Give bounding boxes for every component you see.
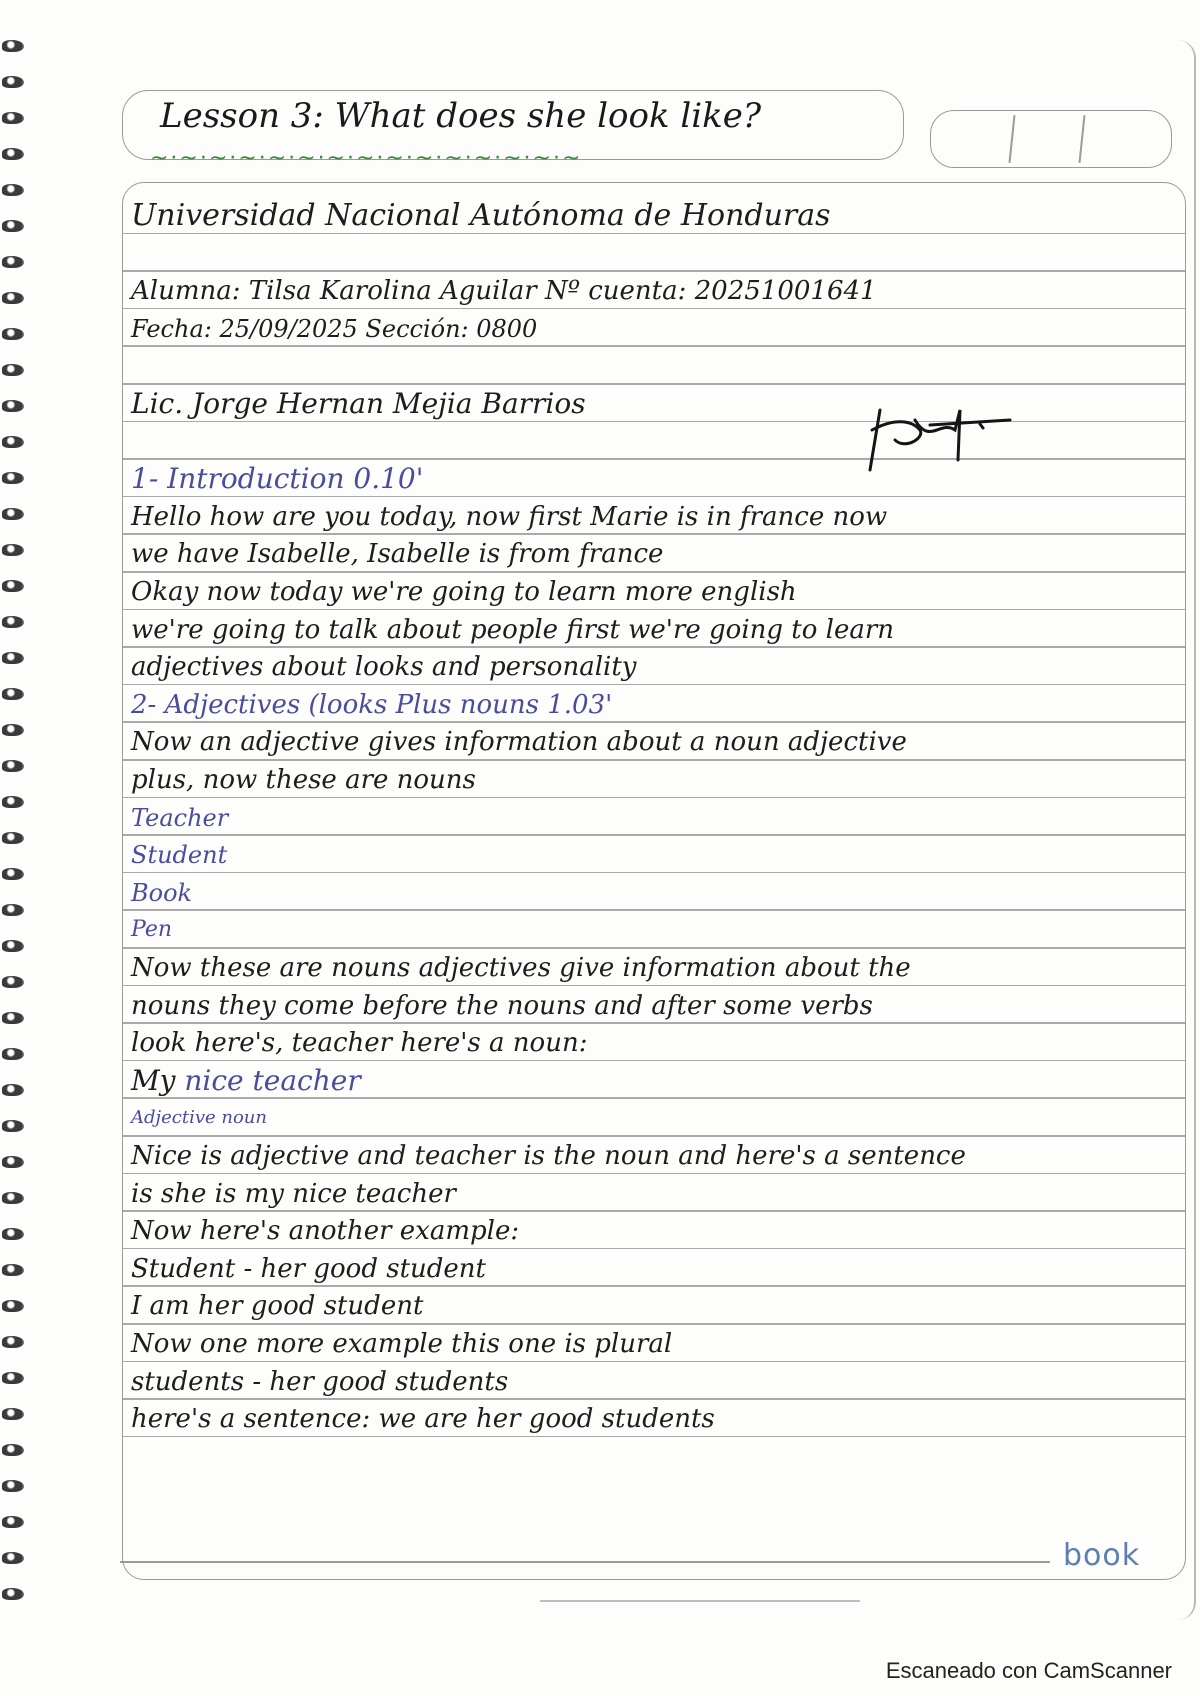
- spiral-ring: [2, 184, 24, 196]
- spiral-ring: [2, 1516, 24, 1528]
- handwritten-line: Now an adjective gives information about a noun adjective: [131, 727, 907, 758]
- spiral-ring: [2, 904, 24, 916]
- page-edge-line: [540, 1600, 860, 1602]
- spiral-ring: [2, 544, 24, 556]
- handwritten-word: teacher: [243, 1063, 361, 1097]
- spiral-ring: [2, 40, 24, 52]
- handwritten-line: [131, 1062, 1177, 1100]
- wavy-underline: ~·~·~·~·~·~·~·~·~·~·~·~·~·~·~: [150, 146, 583, 171]
- handwritten-line: nouns they come before the nouns and after some verbs: [131, 990, 873, 1021]
- spiral-ring: [2, 508, 24, 520]
- date-box-divider: [1078, 115, 1085, 163]
- spiral-ring: [2, 652, 24, 664]
- handwritten-signature: [860, 390, 1020, 480]
- lined-content-area: [122, 182, 1186, 1580]
- spiral-binding: [0, 40, 30, 1620]
- spiral-ring: [2, 1264, 24, 1276]
- book-logo: book: [1063, 1538, 1141, 1573]
- spiral-ring: [2, 940, 24, 952]
- handwritten-line: [131, 347, 1177, 385]
- handwritten-line: Now one more example this one is plural: [131, 1329, 673, 1359]
- handwritten-line: I am her good student: [131, 1291, 424, 1322]
- handwritten-line: Now these are nouns adjectives give information about the: [131, 953, 911, 983]
- spiral-ring: [2, 256, 24, 268]
- handwritten-line: Okay now today we're going to learn more english: [131, 577, 797, 607]
- spiral-ring: [2, 364, 24, 376]
- handwritten-line: Alumna: Tilsa Karolina Aguilar Nº cuenta: 20251001641: [131, 276, 877, 307]
- spiral-ring: [2, 1228, 24, 1240]
- spiral-ring: [2, 148, 24, 160]
- spiral-ring: [2, 1588, 24, 1600]
- handwritten-line: we're going to talk about people first we're going to learn: [131, 614, 895, 645]
- bottom-rule: [120, 1561, 1050, 1563]
- spiral-ring: [2, 1300, 24, 1312]
- spiral-ring: [2, 1120, 24, 1132]
- spiral-ring: [2, 1480, 24, 1492]
- spiral-ring: [2, 1084, 24, 1096]
- handwritten-line: Hello how are you today, now first Marie is in france now: [131, 501, 888, 532]
- spiral-ring: [2, 796, 24, 808]
- spiral-ring: [2, 1012, 24, 1024]
- handwritten-line: adjectives about looks and personality: [131, 652, 637, 683]
- spiral-ring: [2, 616, 24, 628]
- spiral-ring: [2, 760, 24, 772]
- handwritten-line: Fecha: 25/09/2025 Sección: 0800: [131, 314, 538, 343]
- spiral-ring: [2, 1192, 24, 1204]
- handwritten-line: students - her good students: [131, 1366, 509, 1397]
- camscanner-footer: Escaneado con CamScanner: [885, 1658, 1172, 1683]
- handwritten-line: Book: [131, 878, 193, 907]
- spiral-ring: [2, 1156, 24, 1168]
- handwritten-line: Now here's another example:: [131, 1216, 520, 1247]
- handwritten-line: plus, now these are nouns: [131, 765, 476, 795]
- handwritten-word: nice: [184, 1063, 244, 1097]
- handwritten-line: Universidad Nacional Autónoma de Honduras: [131, 198, 831, 233]
- date-box: [930, 110, 1172, 168]
- spiral-ring: [2, 1552, 24, 1564]
- spiral-ring: [2, 724, 24, 736]
- spiral-ring: [2, 1048, 24, 1060]
- handwritten-line: we have Isabelle, Isabelle is from france: [131, 539, 664, 570]
- spiral-ring: [2, 292, 24, 304]
- spiral-ring: [2, 1372, 24, 1384]
- handwritten-line: here's a sentence: we are her good students: [131, 1404, 715, 1435]
- handwritten-line: Student: [131, 841, 228, 870]
- handwritten-line: 2- Adjectives (looks Plus nouns 1.03': [131, 689, 613, 720]
- spiral-ring: [2, 868, 24, 880]
- spiral-ring: [2, 400, 24, 412]
- handwritten-line: [131, 423, 1177, 461]
- spiral-ring: [2, 1408, 24, 1420]
- spiral-ring: [2, 1336, 24, 1348]
- spiral-ring: [2, 688, 24, 700]
- lesson-title: Lesson 3: What does she look like?: [160, 96, 762, 136]
- handwritten-line: Lic. Jorge Hernan Mejia Barrios: [131, 387, 586, 420]
- spiral-ring: [2, 76, 24, 88]
- spiral-ring: [2, 832, 24, 844]
- spiral-ring: [2, 976, 24, 988]
- handwritten-word: My: [131, 1063, 185, 1097]
- handwritten-line: 1- Introduction 0.10': [131, 462, 424, 496]
- spiral-ring: [2, 580, 24, 592]
- spiral-ring: [2, 328, 24, 340]
- handwritten-line: Student - her good student: [131, 1253, 486, 1284]
- spiral-ring: [2, 472, 24, 484]
- handwritten-line: Pen: [131, 917, 173, 943]
- spiral-ring: [2, 112, 24, 124]
- handwritten-line: Teacher: [131, 803, 229, 832]
- spiral-ring: [2, 220, 24, 232]
- handwritten-line: look here's, teacher here's a noun:: [131, 1028, 588, 1059]
- handwritten-line: [131, 235, 1177, 273]
- handwritten-line: is she is my nice teacher: [131, 1178, 456, 1209]
- date-box-divider: [1008, 115, 1015, 163]
- spiral-ring: [2, 1444, 24, 1456]
- handwritten-line: Adjective noun: [131, 1107, 267, 1129]
- spiral-ring: [2, 436, 24, 448]
- handwritten-line: Nice is adjective and teacher is the noun and here's a sentence: [131, 1141, 966, 1171]
